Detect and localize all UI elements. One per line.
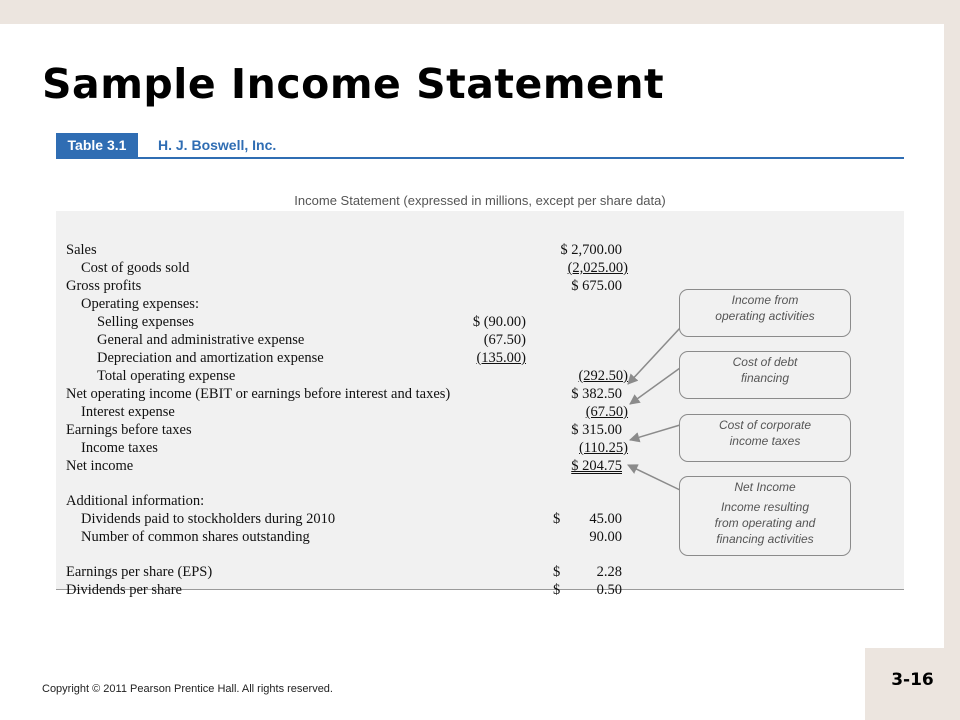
callout-net-line-2: from operating and bbox=[714, 516, 816, 530]
row-amount-total-operating: (292.50) bbox=[578, 368, 628, 384]
row-amount-dps: 0.50 bbox=[596, 582, 622, 598]
row-amount-dividends-paid: 45.00 bbox=[589, 511, 622, 527]
row-amount-eps: 2.28 bbox=[596, 564, 622, 580]
callout-net-income bbox=[679, 476, 851, 556]
arrow-operating bbox=[628, 328, 680, 384]
row-label-selling: Selling expenses bbox=[97, 314, 195, 330]
row-label-ebt: Earnings before taxes bbox=[66, 422, 192, 438]
callout-net-heading: Net Income bbox=[734, 480, 796, 494]
callout-operating bbox=[679, 289, 851, 337]
callout-debt bbox=[679, 351, 851, 399]
row-dollar-dps: $ bbox=[553, 582, 561, 598]
row-sub-selling: $ (90.00) bbox=[472, 314, 526, 330]
row-label-cogs: Cost of goods sold bbox=[81, 260, 190, 276]
row-amount-interest: (67.50) bbox=[585, 404, 628, 420]
company-name: H. J. Boswell, Inc. bbox=[158, 137, 277, 153]
row-label-sales: Sales bbox=[66, 242, 97, 258]
row-amount-income-taxes: (110.25) bbox=[579, 440, 628, 456]
row-label-interest: Interest expense bbox=[81, 404, 175, 420]
callout-operating-line-2: operating activities bbox=[715, 309, 815, 323]
row-amount-ebt: $ 315.00 bbox=[571, 422, 622, 438]
row-label-total-operating: Total operating expense bbox=[97, 368, 236, 384]
row-label-eps: Earnings per share (EPS) bbox=[66, 564, 213, 580]
row-label-ebit: Net operating income (EBIT or earnings before interest and taxes) bbox=[66, 386, 451, 402]
arrow-corporate bbox=[630, 425, 680, 440]
callout-net-line-3: financing activities bbox=[716, 532, 814, 546]
row-label-general-admin: General and administrative expense bbox=[97, 332, 305, 348]
copyright: Copyright © 2011 Pearson Prentice Hall. All rights reserved. bbox=[42, 683, 333, 695]
row-dollar-dividends-paid: $ bbox=[553, 511, 561, 527]
row-amount-shares-outstanding: 90.00 bbox=[589, 529, 622, 545]
callout-net-line-1: Income resulting bbox=[720, 500, 810, 514]
row-amount-cogs: (2,025.00) bbox=[567, 260, 628, 276]
callout-debt-line-2: financing bbox=[740, 371, 790, 385]
row-amount-net-income: $ 204.75 bbox=[571, 458, 622, 474]
row-sub-depreciation: (135.00) bbox=[476, 350, 526, 366]
callout-debt-line-1: Cost of debt bbox=[732, 355, 798, 369]
callout-operating-line-1: Income from bbox=[731, 293, 799, 307]
page-title: Sample Income Statement bbox=[42, 60, 665, 108]
row-label-shares-outstanding: Number of common shares outstanding bbox=[81, 529, 310, 545]
row-label-dps: Dividends per share bbox=[66, 582, 182, 598]
row-label-dividends-paid: Dividends paid to stockholders during 2010 bbox=[81, 511, 336, 527]
row-label-net-income: Net income bbox=[66, 458, 134, 474]
arrow-net bbox=[628, 465, 680, 490]
table-label: Table 3.1 bbox=[56, 133, 138, 157]
callout-corporate-line-1: Cost of corporate bbox=[718, 418, 812, 432]
row-label-operating-expenses: Operating expenses: bbox=[81, 296, 199, 312]
callout-corporate-line-2: income taxes bbox=[729, 434, 801, 448]
row-label-income-taxes: Income taxes bbox=[81, 440, 158, 456]
statement-subtitle: Income Statement (expressed in millions, except per share data) bbox=[294, 193, 666, 208]
row-label-gross-profits: Gross profits bbox=[66, 278, 142, 294]
row-dollar-eps: $ bbox=[553, 564, 561, 580]
row-amount-gross-profits: $ 675.00 bbox=[571, 278, 622, 294]
row-amount-ebit: $ 382.50 bbox=[571, 386, 622, 402]
page-number: 3-16 bbox=[891, 670, 934, 690]
row-sub-general-admin: (67.50) bbox=[483, 332, 526, 348]
additional-heading: Additional information: bbox=[66, 493, 205, 509]
row-amount-sales: $ 2,700.00 bbox=[560, 242, 622, 258]
row-label-depreciation: Depreciation and amortization expense bbox=[97, 350, 324, 366]
callout-corporate bbox=[679, 414, 851, 462]
